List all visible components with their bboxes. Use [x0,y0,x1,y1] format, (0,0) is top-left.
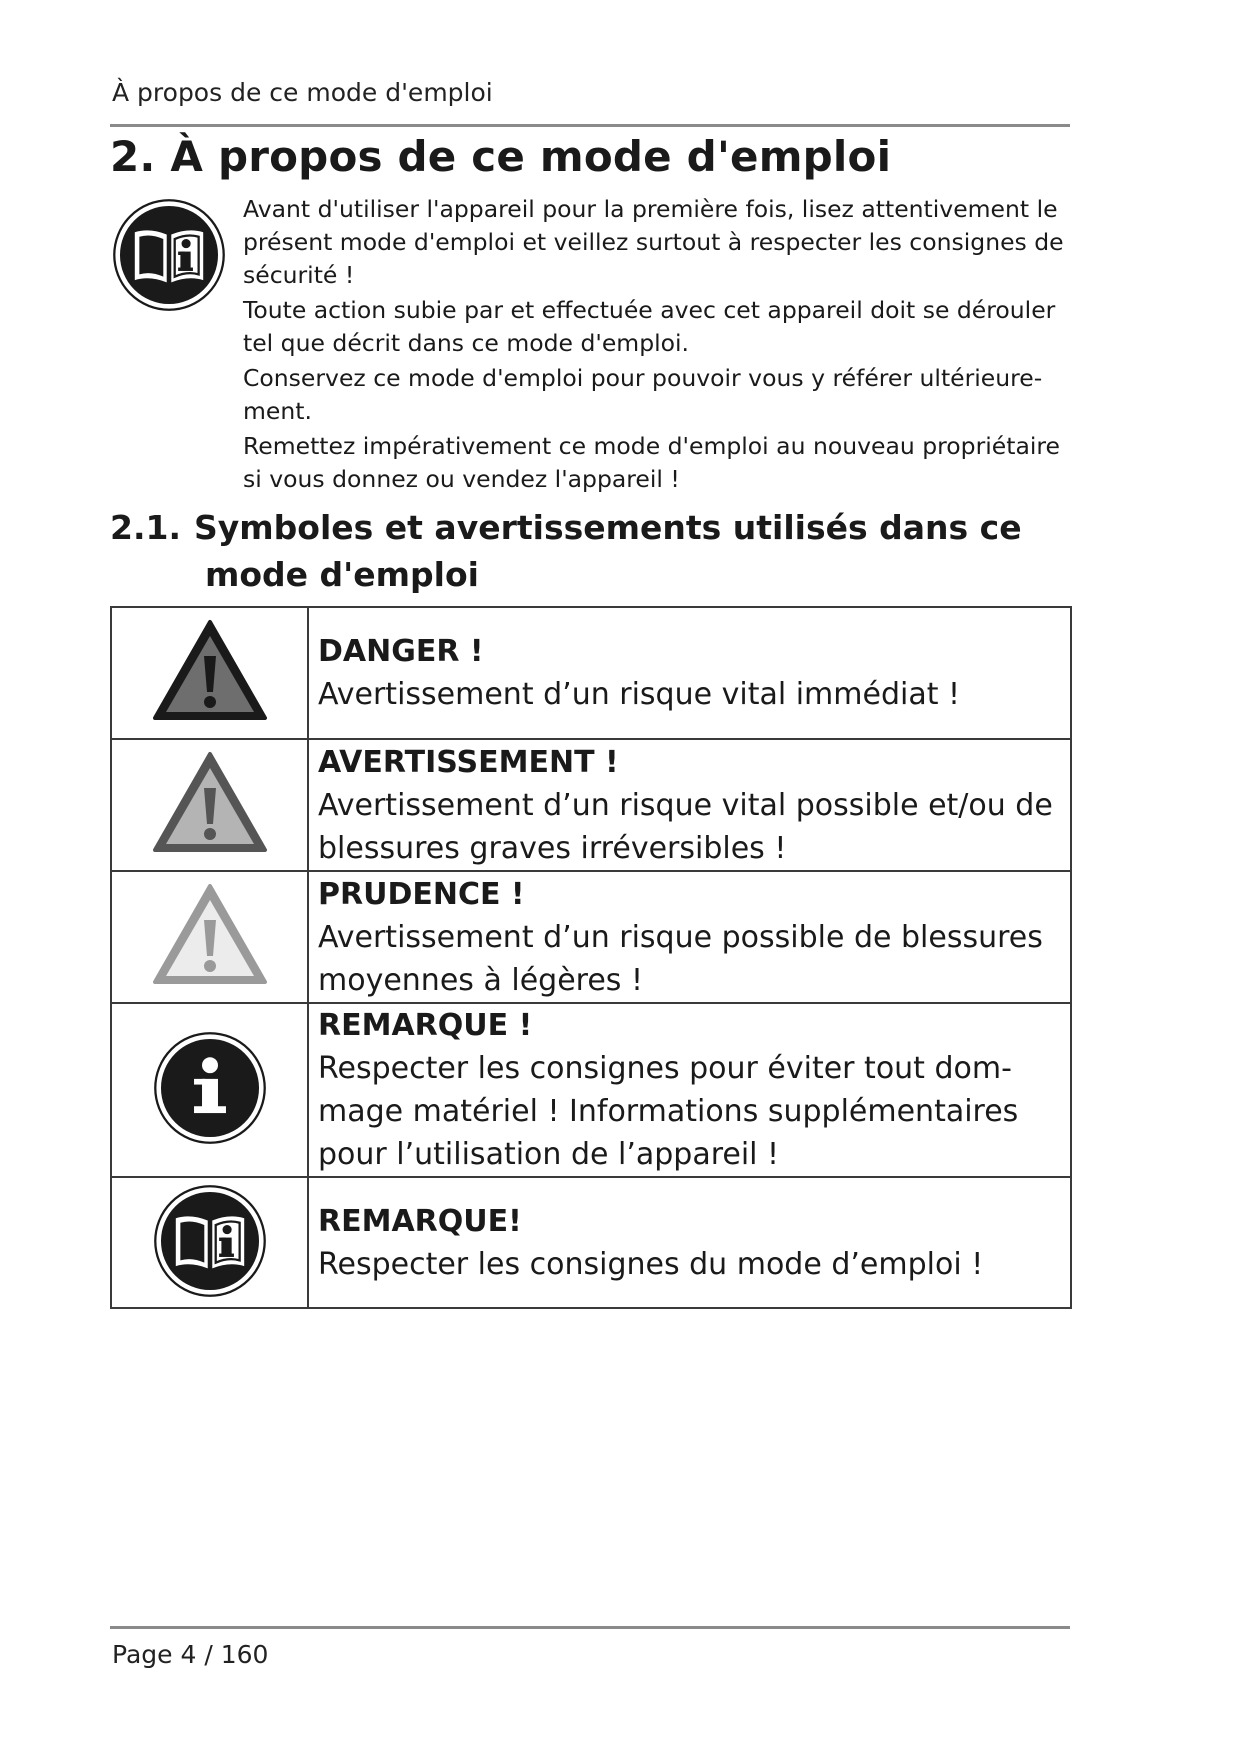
page-number: Page 4 / 160 [112,1640,269,1669]
intro-paragraph: Toute action subie par et effectuée avec cet appareil doit se dérouler tel que décrit dans ce mode d'emploi. [243,296,1056,357]
intro-paragraph: Conservez ce mode d'emploi pour pouvoir vous y référer ultérieure- ment. [243,364,1043,425]
subsection-heading [110,504,1022,598]
symbol-row [111,1177,1071,1308]
symbol-row [111,1003,1071,1177]
intro-paragraph: Avant d'utiliser l'appareil pour la première fois, lisez attentivement le présent mode d'emploi et veillez surtout à respecter les consignes de sécurité ! [243,195,1064,289]
danger-warning-icon [150,616,270,726]
symbol-description: Avertissement d’un risque vital immédiat ! [318,677,961,712]
avertissement-warning-icon [150,748,270,858]
symbol-title: AVERTISSEMENT ! [318,744,619,780]
symbol-description: Avertissement d’un risque vital possible et/ou de blessures graves irréversibles ! [318,787,1053,866]
symbol-row [111,607,1071,739]
symbol-title: REMARQUE ! [318,1008,533,1043]
symbols-table [110,606,1072,1309]
section-heading [110,132,891,181]
symbol-row [111,739,1071,871]
symbol-title: PRUDENCE ! [318,876,525,912]
section-title: À propos de ce mode d'emploi [170,132,892,181]
manual-info-icon [153,1184,267,1298]
section-number: 2. [110,132,156,181]
subsection-title-line2: mode d'emploi [205,555,479,594]
symbol-description: Avertissement d’un risque possible de blessures moyennes à légères ! [318,919,1043,998]
header-divider [110,124,1070,127]
manual-info-icon [112,198,226,312]
running-header: À propos de ce mode d'emploi [112,78,493,107]
intro-paragraph: Remettez impérativement ce mode d'emploi au nouveau propriétaire si vous donnez ou vendez l'appareil ! [243,432,1060,493]
symbol-row [111,871,1071,1003]
prudence-warning-icon [150,880,270,990]
info-icon [153,1031,267,1145]
footer-divider [110,1626,1070,1629]
intro-text [243,193,1073,498]
symbol-title: REMARQUE! [318,1203,522,1239]
symbol-title: DANGER ! [318,634,484,669]
symbol-description: Respecter les consignes pour éviter tout dom- mage matériel ! Informations supplémentaires pour l’utilisation de l’appareil ! [318,1051,1019,1172]
subsection-number: 2.1. [110,508,181,547]
subsection-title-line1: Symboles et avertissements utilisés dans ce [194,508,1022,547]
symbol-description: Respecter les consignes du mode d’emploi ! [318,1246,984,1282]
